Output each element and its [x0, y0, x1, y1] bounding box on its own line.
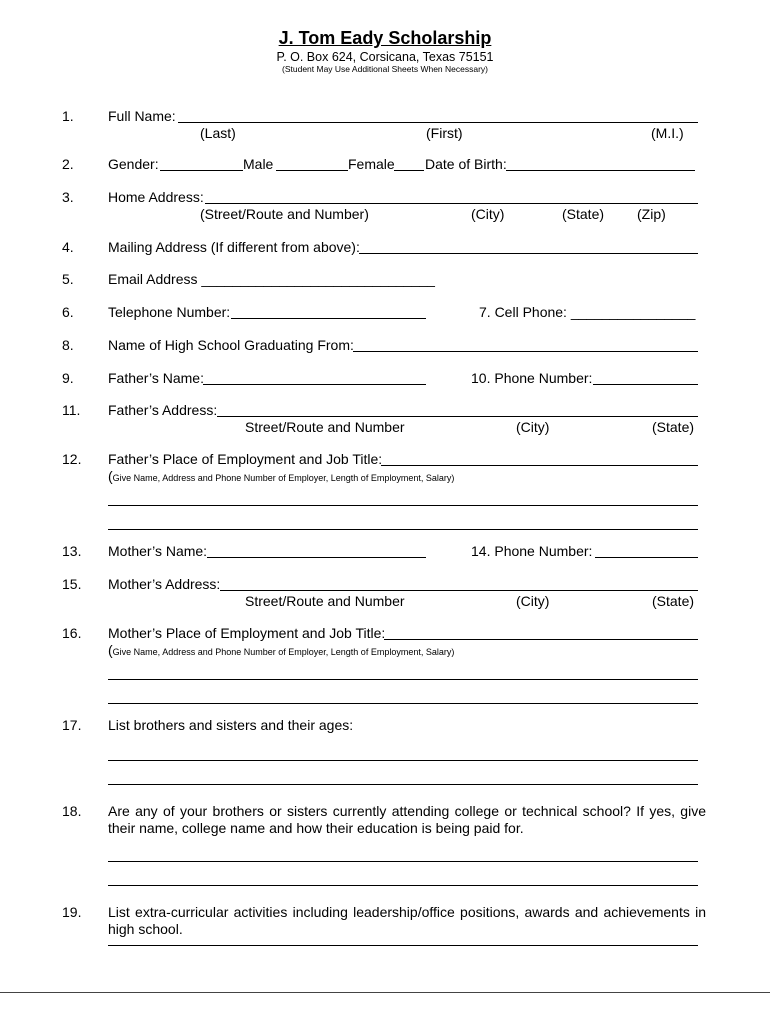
high-school-field[interactable]	[353, 351, 698, 352]
additional-sheets-note: (Student May Use Additional Sheets When Necessary)	[282, 64, 488, 74]
item-number-11: 11.	[62, 402, 81, 418]
gender-trailing-line	[394, 170, 424, 171]
mother-phone-field[interactable]	[595, 557, 698, 558]
item-number-2: 2.	[62, 156, 74, 172]
hint-text: Give Name, Address and Phone Number of Employer, Length of Employment, Salary)	[112, 473, 455, 483]
item-number-18: 18.	[62, 803, 82, 819]
father-employment-hint	[108, 468, 454, 486]
mother-phone-label: 14. Phone Number:	[471, 543, 593, 559]
item-number-4: 4.	[62, 239, 74, 255]
mother-address-field[interactable]	[220, 590, 698, 591]
father-name-label: Father’s Name:	[108, 370, 204, 386]
father-address-label: Father’s Address:	[108, 402, 218, 418]
siblings-college-question: Are any of your brothers or sisters currently attending college or technical school? If yes, give their name, college name and how their education is being paid for.	[108, 803, 706, 836]
item-number-3: 3.	[62, 189, 74, 205]
item-number-9: 9.	[62, 370, 74, 386]
father-phone-field[interactable]	[593, 384, 698, 385]
male-option: Male	[243, 156, 274, 172]
mailing-address-field[interactable]	[359, 253, 698, 254]
activities-question: List extra-curricular activities including leadership/office positions, awards and achievements in high school.	[108, 904, 706, 937]
item-number-13: 13.	[62, 543, 82, 559]
last-name-caption: (Last)	[200, 125, 236, 141]
mother-city-caption: (City)	[516, 593, 550, 609]
full-name-field[interactable]	[178, 122, 698, 123]
father-city-caption: (City)	[516, 419, 550, 435]
full-name-label: Full Name:	[108, 108, 176, 124]
siblings-line-2[interactable]	[108, 784, 698, 785]
father-state-caption: (State)	[652, 419, 695, 435]
zip-caption: (Zip)	[637, 206, 666, 222]
item-number-15: 15.	[62, 576, 82, 592]
mother-employment-field[interactable]	[384, 639, 698, 640]
page-bottom-rule	[0, 992, 770, 993]
home-address-field[interactable]	[205, 203, 698, 204]
mother-employment-hint	[108, 642, 454, 660]
first-name-caption: (First)	[426, 125, 463, 141]
siblings-college-line-2[interactable]	[108, 885, 698, 886]
street-route-caption: (Street/Route and Number)	[200, 206, 369, 222]
activities-line-1[interactable]	[108, 945, 698, 946]
hint-open-paren: (	[108, 642, 113, 658]
father-street-caption: Street/Route and Number	[245, 419, 405, 435]
mother-address-label: Mother’s Address:	[108, 576, 221, 592]
cell-phone-label[interactable]: 7. Cell Phone: ________________	[479, 304, 696, 320]
mother-name-field[interactable]	[207, 557, 426, 558]
middle-initial-caption: (M.I.)	[651, 125, 684, 141]
item-number-1: 1.	[62, 108, 74, 124]
father-employment-label: Father’s Place of Employment and Job Title:	[108, 451, 383, 467]
siblings-line-1[interactable]	[108, 760, 698, 761]
mailing-address-label: Mailing Address (If different from above):	[108, 239, 360, 255]
female-option: Female	[348, 156, 395, 172]
siblings-college-line-1[interactable]	[108, 861, 698, 862]
father-name-field[interactable]	[203, 384, 426, 385]
telephone-number-field[interactable]	[231, 318, 426, 319]
organization-address: P. O. Box 624, Corsicana, Texas 75151	[276, 50, 494, 64]
high-school-label: Name of High School Graduating From:	[108, 337, 354, 353]
father-employment-extra-line-1[interactable]	[108, 505, 698, 506]
mother-employment-extra-line-2[interactable]	[108, 703, 698, 704]
siblings-label: List brothers and sisters and their ages:	[108, 717, 354, 733]
item-number-6: 6.	[62, 304, 74, 320]
item-number-17: 17.	[62, 717, 82, 733]
home-address-label: Home Address:	[108, 189, 204, 205]
telephone-number-label: Telephone Number:	[108, 304, 231, 320]
father-employment-extra-line-2[interactable]	[108, 529, 698, 530]
city-caption: (City)	[471, 206, 505, 222]
email-address-label[interactable]: Email Address ______________________________	[108, 271, 435, 287]
item-number-8: 8.	[62, 337, 74, 353]
father-employment-field[interactable]	[381, 465, 698, 466]
father-phone-label: 10. Phone Number:	[471, 370, 593, 386]
female-checkbox-line[interactable]	[276, 170, 348, 171]
mother-name-label: Mother’s Name:	[108, 543, 208, 559]
hint-text: Give Name, Address and Phone Number of Employer, Length of Employment, Salary)	[112, 647, 455, 657]
hint-open-paren: (	[108, 468, 113, 484]
male-checkbox-line[interactable]	[160, 170, 243, 171]
mother-state-caption: (State)	[652, 593, 695, 609]
father-address-field[interactable]	[217, 416, 698, 417]
item-number-16: 16.	[62, 625, 82, 641]
mother-employment-extra-line-1[interactable]	[108, 679, 698, 680]
form-title: J. Tom Eady Scholarship	[278, 28, 492, 48]
date-of-birth-label: Date of Birth:	[425, 156, 507, 172]
item-number-19: 19.	[62, 904, 82, 920]
state-caption: (State)	[562, 206, 605, 222]
date-of-birth-field[interactable]	[506, 170, 695, 171]
mother-employment-label: Mother’s Place of Employment and Job Title:	[108, 625, 386, 641]
gender-label: Gender:	[108, 156, 159, 172]
item-number-5: 5.	[62, 271, 74, 287]
mother-street-caption: Street/Route and Number	[245, 593, 405, 609]
item-number-12: 12.	[62, 451, 82, 467]
